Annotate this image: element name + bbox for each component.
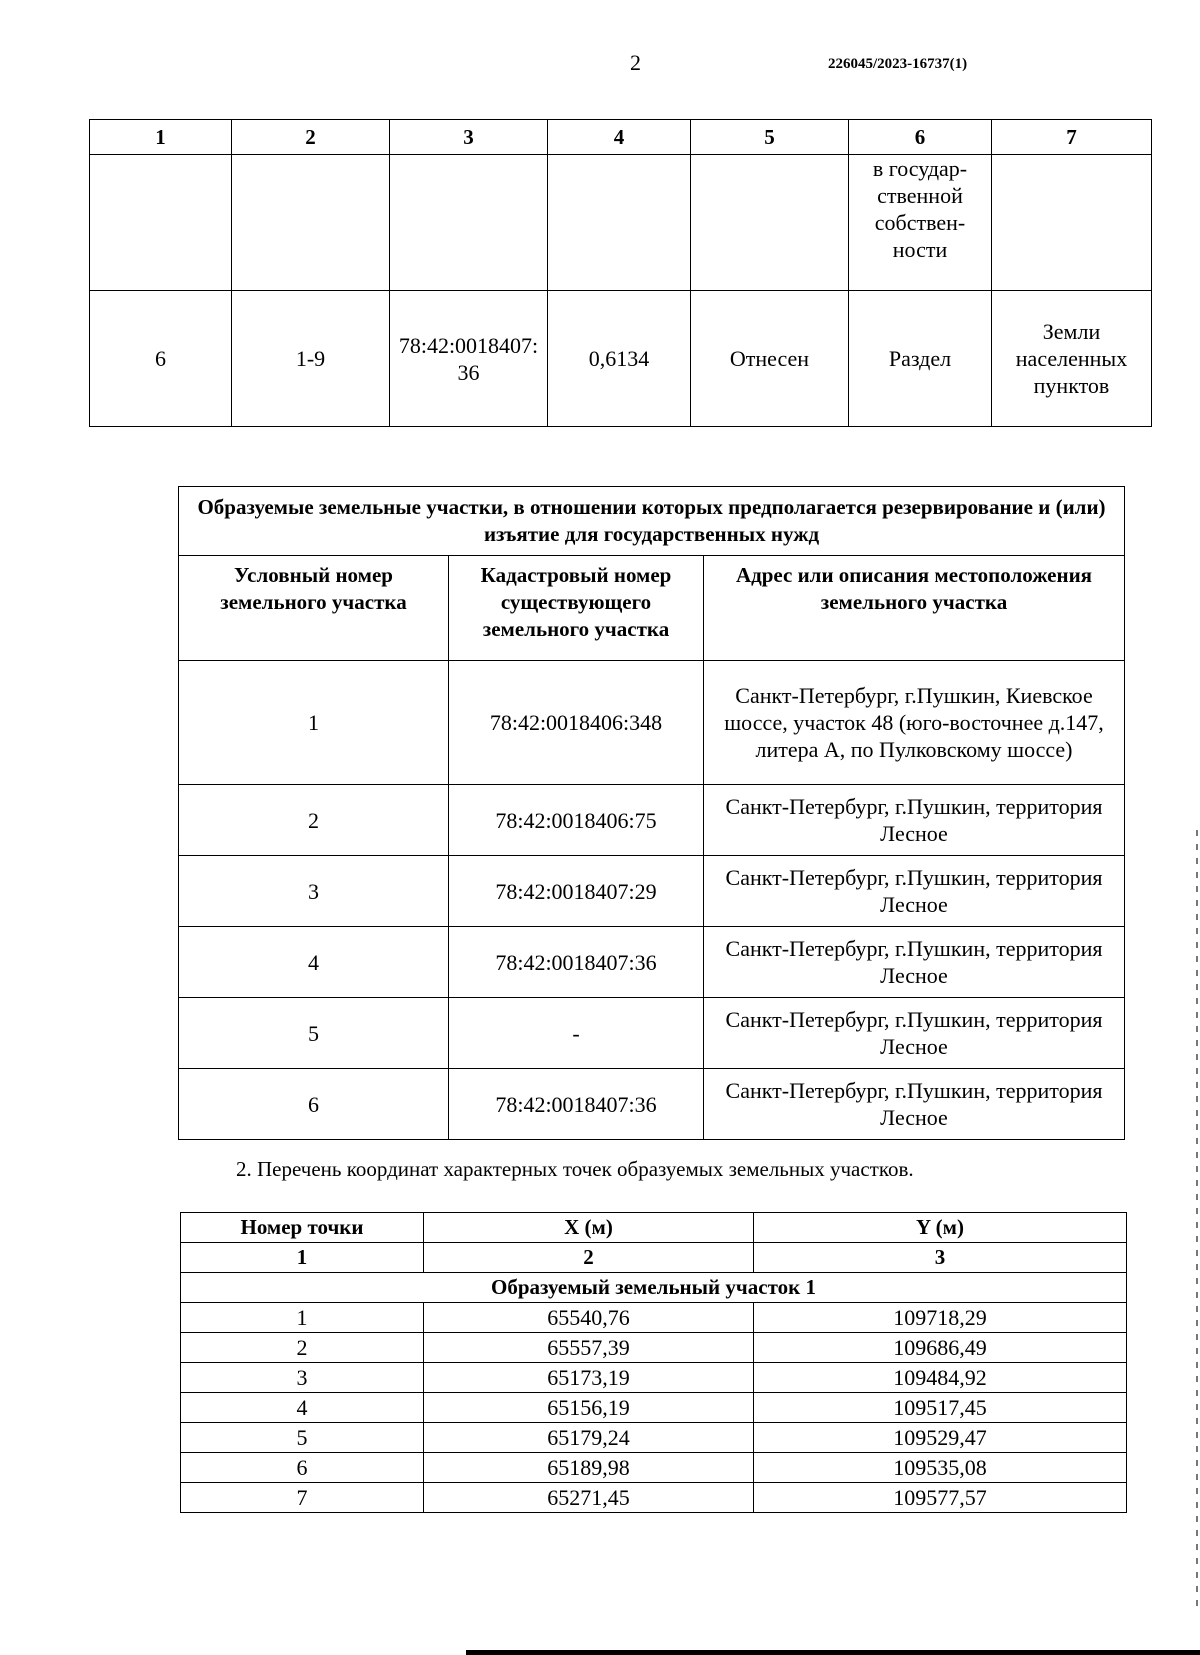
plot-subheader: Образуемый земельный участок 1 xyxy=(181,1273,1127,1303)
cadastral-number-cell: 78:42:0018407:29 xyxy=(449,856,704,927)
plot-number-cell: 4 xyxy=(179,927,449,998)
column-number: 1 xyxy=(181,1243,424,1273)
scan-edge-mark xyxy=(1196,830,1198,1610)
bottom-rule xyxy=(466,1650,1200,1655)
point-number-cell: 7 xyxy=(181,1483,424,1513)
table-row xyxy=(179,785,1125,856)
cadastral-number-cell: 78:42:0018407:36 xyxy=(449,927,704,998)
plot-number-cell: 3 xyxy=(179,856,449,927)
column-number: 1 xyxy=(90,120,232,155)
plot-number-cell: 5 xyxy=(179,998,449,1069)
page-number: 2 xyxy=(630,50,641,75)
table-row xyxy=(181,1303,1127,1333)
table-cell xyxy=(90,155,232,291)
cadastral-number-cell: 78:42:0018406:348 xyxy=(449,661,704,785)
table-row xyxy=(179,998,1125,1069)
column-header: X (м) xyxy=(424,1213,754,1243)
reserved-plots-table xyxy=(178,486,1125,1140)
table-title: Образуемые земельные участки, в отношении которых предполагается резервирование и (или) изъятие для государственных нужд xyxy=(179,487,1125,556)
table-row xyxy=(179,856,1125,927)
point-number-cell: 5 xyxy=(181,1423,424,1453)
y-coordinate-cell: 109529,47 xyxy=(754,1423,1127,1453)
column-number: 7 xyxy=(992,120,1152,155)
column-number: 3 xyxy=(754,1243,1127,1273)
column-number-row xyxy=(90,120,1152,155)
column-number: 5 xyxy=(691,120,849,155)
column-header: Кадастровый номер существующего земельного участка xyxy=(449,556,704,661)
land-category-cell: Земли населенных пунктов xyxy=(992,291,1152,427)
table-cell xyxy=(390,155,548,291)
table-cell xyxy=(691,155,849,291)
column-number: 2 xyxy=(232,120,390,155)
y-coordinate-cell: 109718,29 xyxy=(754,1303,1127,1333)
plot-number-cell: 6 xyxy=(90,291,232,427)
table-row xyxy=(181,1423,1127,1453)
point-number-cell: 1 xyxy=(181,1303,424,1333)
table-row xyxy=(181,1393,1127,1423)
section-heading: 2. Перечень координат характерных точек образуемых земельных участков. xyxy=(236,1157,914,1181)
table-cell xyxy=(992,155,1152,291)
plot-subheader-row xyxy=(181,1273,1127,1303)
y-coordinate-cell: 109484,92 xyxy=(754,1363,1127,1393)
table-row xyxy=(181,1363,1127,1393)
ownership-continuation-cell: в государ-ственной собствен-ности xyxy=(849,155,992,291)
address-cell: Санкт-Петербург, г.Пушкин, территория Лесное xyxy=(704,1069,1125,1140)
x-coordinate-cell: 65189,98 xyxy=(424,1453,754,1483)
column-header: Y (м) xyxy=(754,1213,1127,1243)
table-title-row xyxy=(179,487,1125,556)
plot-number-cell: 1 xyxy=(179,661,449,785)
point-number-cell: 3 xyxy=(181,1363,424,1393)
table-row xyxy=(90,155,1152,291)
x-coordinate-cell: 65557,39 xyxy=(424,1333,754,1363)
table-cell xyxy=(548,155,691,291)
column-header: Условный номер земельного участка xyxy=(179,556,449,661)
table-row xyxy=(179,1069,1125,1140)
column-number-row xyxy=(181,1243,1127,1273)
point-number-cell: 6 xyxy=(181,1453,424,1483)
status-cell: Отнесен xyxy=(691,291,849,427)
y-coordinate-cell: 109577,57 xyxy=(754,1483,1127,1513)
x-coordinate-cell: 65156,19 xyxy=(424,1393,754,1423)
plot-number-cell: 2 xyxy=(179,785,449,856)
plot-number-cell: 6 xyxy=(179,1069,449,1140)
address-cell: Санкт-Петербург, г.Пушкин, территория Лесное xyxy=(704,927,1125,998)
formation-method-cell: Раздел xyxy=(849,291,992,427)
table-row xyxy=(181,1453,1127,1483)
x-coordinate-cell: 65540,76 xyxy=(424,1303,754,1333)
address-cell: Санкт-Петербург, г.Пушкин, территория Лесное xyxy=(704,998,1125,1069)
y-coordinate-cell: 109686,49 xyxy=(754,1333,1127,1363)
column-header: Номер точки xyxy=(181,1213,424,1243)
land-plot-table-continuation xyxy=(89,119,1152,427)
points-range-cell: 1-9 xyxy=(232,291,390,427)
y-coordinate-cell: 109517,45 xyxy=(754,1393,1127,1423)
table-row xyxy=(181,1483,1127,1513)
x-coordinate-cell: 65173,19 xyxy=(424,1363,754,1393)
address-cell: Санкт-Петербург, г.Пушкин, территория Лесное xyxy=(704,785,1125,856)
coordinates-table xyxy=(180,1212,1127,1513)
table-row xyxy=(179,661,1125,785)
table-row xyxy=(90,291,1152,427)
table-header-row xyxy=(181,1213,1127,1243)
column-number: 2 xyxy=(424,1243,754,1273)
table-cell xyxy=(232,155,390,291)
y-coordinate-cell: 109535,08 xyxy=(754,1453,1127,1483)
document-id: 226045/2023-16737(1) xyxy=(828,56,968,72)
address-cell: Санкт-Петербург, г.Пушкин, Киевское шоссе, участок 48 (юго-восточнее д.147, литера А, по Пулковскому шоссе) xyxy=(704,661,1125,785)
point-number-cell: 2 xyxy=(181,1333,424,1363)
address-cell: Санкт-Петербург, г.Пушкин, территория Лесное xyxy=(704,856,1125,927)
x-coordinate-cell: 65271,45 xyxy=(424,1483,754,1513)
cadastral-number-cell: 78:42:0018406:75 xyxy=(449,785,704,856)
column-number: 3 xyxy=(390,120,548,155)
x-coordinate-cell: 65179,24 xyxy=(424,1423,754,1453)
table-row xyxy=(179,927,1125,998)
column-number: 4 xyxy=(548,120,691,155)
table-row xyxy=(181,1333,1127,1363)
cadastral-number-cell: 78:42:0018407: 36 xyxy=(390,291,548,427)
cadastral-number-cell: - xyxy=(449,998,704,1069)
area-cell: 0,6134 xyxy=(548,291,691,427)
column-header: Адрес или описания местоположения земельного участка xyxy=(704,556,1125,661)
point-number-cell: 4 xyxy=(181,1393,424,1423)
table-header-row xyxy=(179,556,1125,661)
column-number: 6 xyxy=(849,120,992,155)
cadastral-number-cell: 78:42:0018407:36 xyxy=(449,1069,704,1140)
